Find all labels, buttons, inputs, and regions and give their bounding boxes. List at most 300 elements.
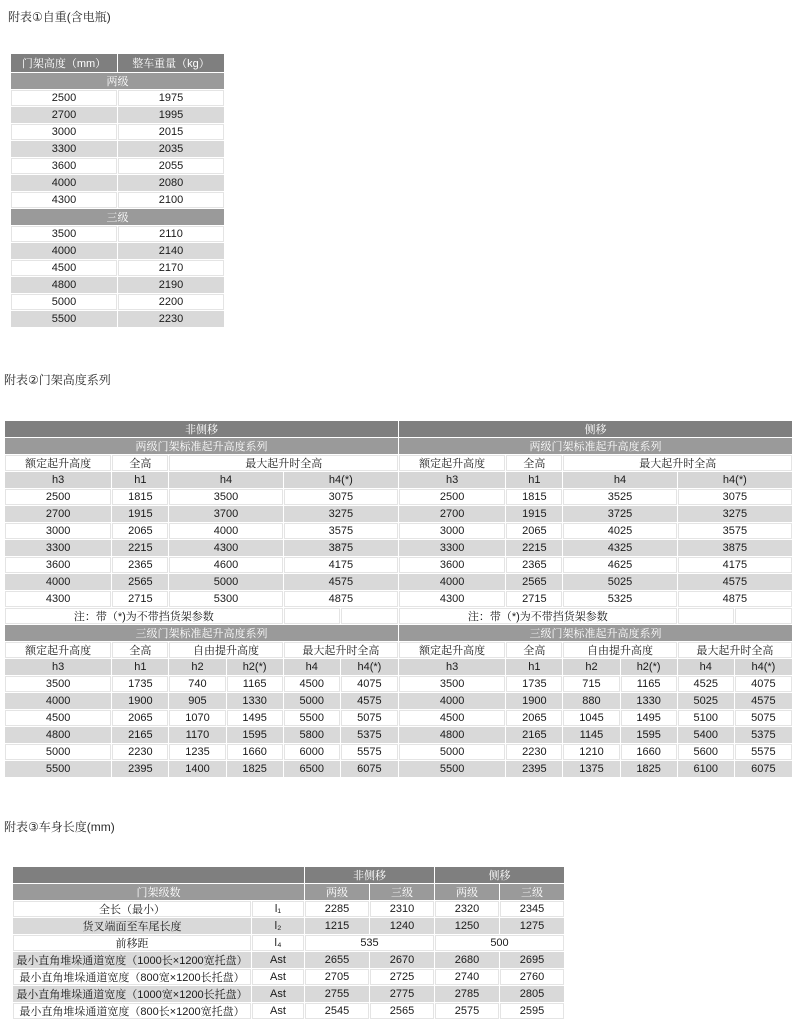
table-cell: 2760 <box>500 969 564 985</box>
sub-header: h4(*) <box>341 659 398 675</box>
column-header: 最大起升时全高 <box>563 455 792 471</box>
row-label: 最小直角堆垛通道宽度（800宽×1200长托盘） <box>13 969 251 985</box>
row-label: 最小直角堆垛通道宽度（800长×1200宽托盘） <box>13 1003 251 1019</box>
table-cell: 2695 <box>500 952 564 968</box>
table-cell: 1900 <box>112 693 168 709</box>
table-cell: 1240 <box>370 918 434 934</box>
table-cell: 3500 <box>5 676 111 692</box>
table-cell: 4600 <box>169 557 282 573</box>
table-cell: 3600 <box>399 557 505 573</box>
table-cell: 2655 <box>305 952 369 968</box>
table-row <box>5 506 792 522</box>
table-cell: 3300 <box>11 141 117 157</box>
table-cell: 2700 <box>11 107 117 123</box>
table-cell: 1660 <box>621 744 677 760</box>
row-label: 最小直角堆垛通道宽度（1000长×1200宽托盘） <box>13 952 251 968</box>
table-row <box>5 608 792 624</box>
table-cell: 1070 <box>169 710 225 726</box>
table-cell: 1165 <box>621 676 677 692</box>
sub-header: h2 <box>169 659 225 675</box>
table-cell: 5025 <box>678 693 734 709</box>
sub-header: 两级 <box>305 884 369 900</box>
table-cell: 3575 <box>678 523 792 539</box>
table-cell: 4300 <box>5 591 111 607</box>
table-cell: 2170 <box>118 260 224 276</box>
row-label: 最小直角堆垛通道宽度（1000宽×1200长托盘） <box>13 986 251 1002</box>
table-cell: 5600 <box>678 744 734 760</box>
table-cell: 2110 <box>118 226 224 242</box>
table-cell: 2190 <box>118 277 224 293</box>
table-cell: 5325 <box>563 591 676 607</box>
table-row <box>5 642 792 658</box>
table-cell: 4525 <box>678 676 734 692</box>
symbol-cell: Ast <box>252 1003 304 1019</box>
table-cell: 4075 <box>341 676 398 692</box>
table-cell: 2230 <box>506 744 562 760</box>
table-row <box>5 574 792 590</box>
sub-header: h1 <box>506 659 562 675</box>
column-header: 全高 <box>506 642 562 658</box>
table-cell: 5100 <box>678 710 734 726</box>
table-cell: 2715 <box>112 591 168 607</box>
table-cell: 4000 <box>11 175 117 191</box>
table-row <box>13 986 564 1002</box>
table-cell: 2230 <box>112 744 168 760</box>
table-row <box>5 676 792 692</box>
table-row <box>11 90 224 106</box>
table-cell <box>735 608 792 624</box>
table-row <box>11 192 224 208</box>
table-cell: 3875 <box>678 540 792 556</box>
column-header: 自由提升高度 <box>169 642 282 658</box>
table-row <box>5 540 792 556</box>
table-cell: 1235 <box>169 744 225 760</box>
table-row <box>13 867 564 883</box>
table-cell: 4500 <box>399 710 505 726</box>
table-cell: 6100 <box>678 761 734 777</box>
column-header: 自由提升高度 <box>563 642 676 658</box>
table-row <box>11 158 224 174</box>
table-row <box>13 918 564 934</box>
sub-header: h1 <box>506 472 562 488</box>
table-cell: 2310 <box>370 901 434 917</box>
table-cell: 5400 <box>678 727 734 743</box>
table-cell: 5025 <box>563 574 676 590</box>
table-cell: 4875 <box>284 591 398 607</box>
table-cell: 2595 <box>500 1003 564 1019</box>
table-cell: 2725 <box>370 969 434 985</box>
table-cell: 2395 <box>112 761 168 777</box>
table-row <box>11 175 224 191</box>
table-cell: 3875 <box>284 540 398 556</box>
table-row <box>11 260 224 276</box>
table-cell: 2680 <box>435 952 499 968</box>
table-cell: 2015 <box>118 124 224 140</box>
sub-header: h2 <box>563 659 619 675</box>
sub-header: 两级 <box>435 884 499 900</box>
table-cell <box>678 608 734 624</box>
symbol-cell: Ast <box>252 986 304 1002</box>
table-cell <box>284 608 340 624</box>
table-cell: 2065 <box>506 710 562 726</box>
table-row <box>5 693 792 709</box>
table-row <box>13 952 564 968</box>
table-cell: 1825 <box>227 761 283 777</box>
table-cell <box>13 867 304 883</box>
table-cell: 5575 <box>735 744 792 760</box>
table-cell: 4800 <box>5 727 111 743</box>
table-row <box>13 901 564 917</box>
table-cell: 2575 <box>435 1003 499 1019</box>
table-cell: 5500 <box>399 761 505 777</box>
symbol-cell: Ast <box>252 969 304 985</box>
table-cell: 1975 <box>118 90 224 106</box>
table-cell: 3500 <box>399 676 505 692</box>
group-header: 非侧移 <box>5 421 398 437</box>
table-cell: 4800 <box>11 277 117 293</box>
table-cell: 2200 <box>118 294 224 310</box>
table-row <box>11 294 224 310</box>
sub-header: h1 <box>112 659 168 675</box>
sub-header: h3 <box>399 659 505 675</box>
table-row <box>13 935 564 951</box>
table-cell: 4300 <box>11 192 117 208</box>
table-cell: 1330 <box>621 693 677 709</box>
table-cell: 3275 <box>284 506 398 522</box>
table-cell: 1275 <box>500 918 564 934</box>
table-cell: 1400 <box>169 761 225 777</box>
table-cell: 4800 <box>399 727 505 743</box>
table-cell: 1915 <box>112 506 168 522</box>
table-row <box>5 557 792 573</box>
table-cell: 1210 <box>563 744 619 760</box>
column-header: 额定起升高度 <box>399 455 505 471</box>
sub-header: 三级 <box>370 884 434 900</box>
table-row <box>11 277 224 293</box>
table-cell: 905 <box>169 693 225 709</box>
table-cell: 3275 <box>678 506 792 522</box>
table-cell: 5500 <box>284 710 340 726</box>
sub-header: h1 <box>112 472 168 488</box>
table-cell: 4500 <box>5 710 111 726</box>
table-cell: 2500 <box>11 90 117 106</box>
table-cell: 4575 <box>678 574 792 590</box>
table-cell: 5000 <box>284 693 340 709</box>
sub-header: h4 <box>284 659 340 675</box>
table-row <box>13 884 564 900</box>
table-cell: 2215 <box>112 540 168 556</box>
symbol-cell: l₄ <box>252 935 304 951</box>
table-row <box>5 710 792 726</box>
table-cell: 2700 <box>399 506 505 522</box>
table-cell: 4300 <box>169 540 282 556</box>
table-cell: 2705 <box>305 969 369 985</box>
table1-title: 附表①自重(含电瓶) <box>8 10 111 24</box>
table-cell: 2740 <box>435 969 499 985</box>
table-cell: 3500 <box>11 226 117 242</box>
sub-header: h4 <box>678 659 734 675</box>
column-header: 全高 <box>112 455 168 471</box>
table-cell: 4025 <box>563 523 676 539</box>
table-cell: 1815 <box>112 489 168 505</box>
column-header: 门架级数 <box>13 884 304 900</box>
table-cell: 4500 <box>11 260 117 276</box>
table-cell: 3000 <box>11 124 117 140</box>
table-cell: 2365 <box>112 557 168 573</box>
table-cell: 1595 <box>621 727 677 743</box>
table-cell: 4575 <box>284 574 398 590</box>
table-cell: 6500 <box>284 761 340 777</box>
sub-header: h4(*) <box>678 472 792 488</box>
table-cell: 1660 <box>227 744 283 760</box>
table-cell: 2140 <box>118 243 224 259</box>
table-cell: 2775 <box>370 986 434 1002</box>
table-cell: 5000 <box>399 744 505 760</box>
table-row <box>11 226 224 242</box>
note-cell: 注：带（*)为不带挡货架参数 <box>399 608 677 624</box>
table-cell: 1250 <box>435 918 499 934</box>
table-row <box>5 744 792 760</box>
table-cell: 4575 <box>735 693 792 709</box>
table-cell: 2565 <box>506 574 562 590</box>
table-cell: 6075 <box>341 761 398 777</box>
table-cell: 2755 <box>305 986 369 1002</box>
table-cell: 1375 <box>563 761 619 777</box>
table-row <box>5 455 792 471</box>
group-header: 侧移 <box>399 421 792 437</box>
table-cell: 715 <box>563 676 619 692</box>
table-cell: 1145 <box>563 727 619 743</box>
section-header: 两级 <box>11 73 224 89</box>
column-header: 额定起升高度 <box>5 455 111 471</box>
symbol-cell: Ast <box>252 952 304 968</box>
table-cell: 1495 <box>621 710 677 726</box>
table-cell: 2565 <box>112 574 168 590</box>
table-cell: 4000 <box>5 693 111 709</box>
table-cell: 2565 <box>370 1003 434 1019</box>
table-cell: 5375 <box>735 727 792 743</box>
table-cell: 1900 <box>506 693 562 709</box>
table-cell: 2285 <box>305 901 369 917</box>
column-header: 最大起升时全高 <box>678 642 792 658</box>
table-cell: 5000 <box>5 744 111 760</box>
section-header: 三级门架标准起升高度系列 <box>399 625 792 641</box>
row-label: 货叉端面至车尾长度 <box>13 918 251 934</box>
table-cell: 5500 <box>5 761 111 777</box>
table-cell: 2345 <box>500 901 564 917</box>
table-cell: 2500 <box>399 489 505 505</box>
table-cell: 4300 <box>399 591 505 607</box>
table-cell: 3700 <box>169 506 282 522</box>
sub-header: h2(*) <box>621 659 677 675</box>
table-cell: 1815 <box>506 489 562 505</box>
table-cell: 1595 <box>227 727 283 743</box>
sub-header: h3 <box>5 659 111 675</box>
table-row <box>5 472 792 488</box>
table-cell: 4875 <box>678 591 792 607</box>
table-cell: 5575 <box>341 744 398 760</box>
symbol-cell: l₁ <box>252 901 304 917</box>
table-cell: 3300 <box>399 540 505 556</box>
table-cell: 4575 <box>341 693 398 709</box>
column-header: 门架高度（mm） <box>11 54 117 72</box>
column-header: 额定起升高度 <box>399 642 505 658</box>
table-cell: 2320 <box>435 901 499 917</box>
column-header: 全高 <box>112 642 168 658</box>
sub-header: h3 <box>399 472 505 488</box>
table-cell: 3600 <box>5 557 111 573</box>
table-cell: 1495 <box>227 710 283 726</box>
table-cell: 2785 <box>435 986 499 1002</box>
table-cell: 2365 <box>506 557 562 573</box>
table-cell: 535 <box>305 935 434 951</box>
self-weight-table <box>10 53 225 328</box>
table-cell: 4625 <box>563 557 676 573</box>
table-cell: 2230 <box>118 311 224 327</box>
table-cell: 4000 <box>11 243 117 259</box>
note-cell: 注：带（*)为不带挡货架参数 <box>5 608 283 624</box>
table-row <box>5 438 792 454</box>
table-cell: 2035 <box>118 141 224 157</box>
table-row <box>13 1003 564 1019</box>
table-row <box>5 727 792 743</box>
table-cell: 4000 <box>5 574 111 590</box>
table-cell <box>341 608 398 624</box>
table-cell: 2065 <box>112 523 168 539</box>
table-row <box>5 625 792 641</box>
table2-title: 附表②门架高度系列 <box>4 373 111 387</box>
mast-height-series-table <box>4 420 793 778</box>
column-header: 整车重量（kg） <box>118 54 224 72</box>
table-cell: 5375 <box>341 727 398 743</box>
table-cell: 2165 <box>112 727 168 743</box>
table-row <box>5 489 792 505</box>
body-length-table <box>12 866 565 1020</box>
table-cell: 2165 <box>506 727 562 743</box>
sub-header: h4 <box>563 472 676 488</box>
table-cell: 1215 <box>305 918 369 934</box>
table-cell: 880 <box>563 693 619 709</box>
table-cell: 1735 <box>112 676 168 692</box>
sub-header: h2(*) <box>227 659 283 675</box>
table-cell: 5000 <box>11 294 117 310</box>
table-cell: 3600 <box>11 158 117 174</box>
table3-title: 附表③车身长度(mm) <box>4 820 115 834</box>
table-row <box>5 761 792 777</box>
table-cell: 1170 <box>169 727 225 743</box>
column-header: 额定起升高度 <box>5 642 111 658</box>
column-header: 最大起升时全高 <box>169 455 398 471</box>
table-cell: 4500 <box>284 676 340 692</box>
section-header: 三级门架标准起升高度系列 <box>5 625 398 641</box>
symbol-cell: l₂ <box>252 918 304 934</box>
table-cell: 4175 <box>284 557 398 573</box>
sub-header: h4 <box>169 472 282 488</box>
table-cell: 1735 <box>506 676 562 692</box>
table-cell: 3075 <box>284 489 398 505</box>
column-header: 全高 <box>506 455 562 471</box>
table-cell: 5500 <box>11 311 117 327</box>
table-cell: 4075 <box>735 676 792 692</box>
table-cell: 740 <box>169 676 225 692</box>
table-row <box>5 523 792 539</box>
table-cell: 3300 <box>5 540 111 556</box>
table-cell: 3075 <box>678 489 792 505</box>
table-cell: 5000 <box>169 574 282 590</box>
table-row <box>11 124 224 140</box>
table-cell: 2065 <box>506 523 562 539</box>
table-cell: 1915 <box>506 506 562 522</box>
table-cell: 5075 <box>735 710 792 726</box>
table-cell: 4000 <box>399 693 505 709</box>
table-cell: 4000 <box>399 574 505 590</box>
sub-header: 三级 <box>500 884 564 900</box>
table-cell: 4325 <box>563 540 676 556</box>
table-cell: 2715 <box>506 591 562 607</box>
table-row <box>11 73 224 89</box>
group-header: 侧移 <box>435 867 564 883</box>
sub-header: h4(*) <box>735 659 792 675</box>
table-cell: 6075 <box>735 761 792 777</box>
section-header: 两级门架标准起升高度系列 <box>399 438 792 454</box>
table-cell: 2700 <box>5 506 111 522</box>
table-cell: 5800 <box>284 727 340 743</box>
section-header: 两级门架标准起升高度系列 <box>5 438 398 454</box>
table-cell: 1045 <box>563 710 619 726</box>
row-label: 全长（最小） <box>13 901 251 917</box>
table-row <box>11 141 224 157</box>
table-cell: 2500 <box>5 489 111 505</box>
table-cell: 3000 <box>399 523 505 539</box>
table-cell: 3725 <box>563 506 676 522</box>
table-cell: 6000 <box>284 744 340 760</box>
table-cell: 3575 <box>284 523 398 539</box>
table-cell: 5300 <box>169 591 282 607</box>
table-row <box>13 969 564 985</box>
table-cell: 3500 <box>169 489 282 505</box>
table-row <box>11 311 224 327</box>
table-cell: 2055 <box>118 158 224 174</box>
table-row <box>11 209 224 225</box>
table-cell: 3525 <box>563 489 676 505</box>
column-header: 最大起升时全高 <box>284 642 398 658</box>
sub-header: h3 <box>5 472 111 488</box>
table-row <box>5 421 792 437</box>
table-cell: 1825 <box>621 761 677 777</box>
table-cell: 2080 <box>118 175 224 191</box>
table-cell: 2395 <box>506 761 562 777</box>
sub-header: h4(*) <box>284 472 398 488</box>
table-cell: 2100 <box>118 192 224 208</box>
table-row <box>11 54 224 72</box>
table-row <box>11 107 224 123</box>
table-cell: 2215 <box>506 540 562 556</box>
table-cell: 2065 <box>112 710 168 726</box>
table-row <box>5 659 792 675</box>
table-cell: 5075 <box>341 710 398 726</box>
table-cell: 4175 <box>678 557 792 573</box>
table-row <box>11 243 224 259</box>
table-cell: 500 <box>435 935 564 951</box>
table-cell: 2805 <box>500 986 564 1002</box>
table-cell: 3000 <box>5 523 111 539</box>
group-header: 非侧移 <box>305 867 434 883</box>
table-cell: 1995 <box>118 107 224 123</box>
section-header: 三级 <box>11 209 224 225</box>
table-row <box>5 591 792 607</box>
table-cell: 1165 <box>227 676 283 692</box>
row-label: 前移距 <box>13 935 251 951</box>
